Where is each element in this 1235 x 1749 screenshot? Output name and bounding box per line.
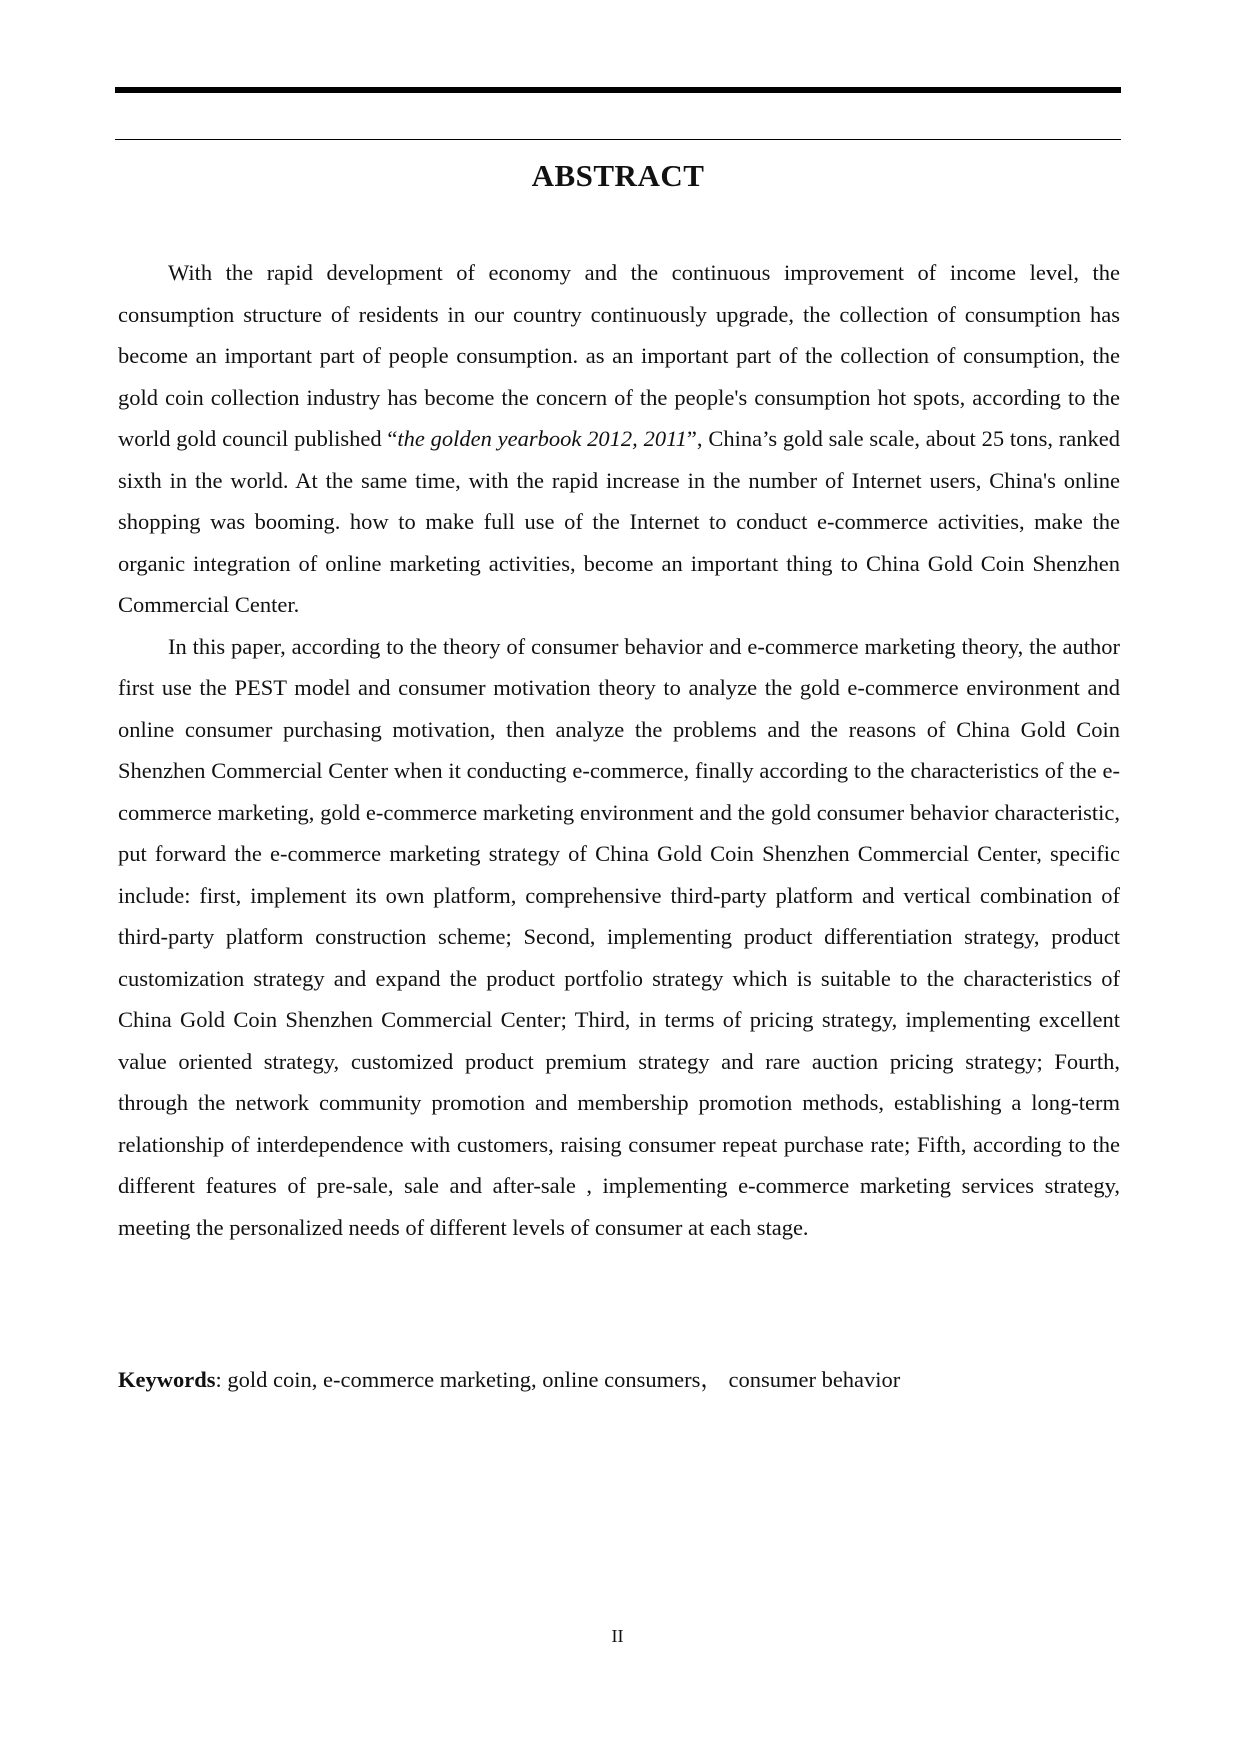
keywords-line — [118, 1364, 1120, 1396]
text-segment: With the rapid development of economy and the continuous improvement of income level, the consumption structure of residents in our country continuously upgrade, the collection of consumption has become an important part of people consumption. as an important part of the collection of consumption, the gold coin collection industry has become the concern of the people's consumption hot spots, according to the world gold council published “ — [118, 260, 1120, 451]
header-thick-rule — [115, 87, 1121, 93]
header-thin-rule — [115, 139, 1121, 140]
abstract-paragraph-2 — [118, 626, 1120, 1249]
text-segment: ”, China’s gold sale scale, about 25 tons, ranked sixth in the world. At the same time, with the rapid increase in the number of Internet users, China's online shopping was booming. how to make full use of the Internet to conduct e-commerce activities, make the organic integration of online marketing activities, become an important thing to China Gold Coin Shenzhen Commercial Center. — [118, 426, 1121, 617]
abstract-paragraph-1 — [118, 252, 1120, 626]
abstract-body — [118, 252, 1120, 1248]
keywords-label: Keywords — [118, 1367, 216, 1392]
keywords-text: : gold coin, e-commerce marketing, online consumers， consumer behavior — [215, 1367, 901, 1392]
page-title: ABSTRACT — [531, 158, 705, 193]
text-segment: In this paper, according to the theory of consumer behavior and e-commerce marketing theory, the author first use the PEST model and consumer motivation theory to analyze the gold e-commerce environment and online consumer purchasing motivation, then analyze the problems and the reasons of China Gold Coin Shenzhen Commercial Center when it conducting e-commerce, finally according to the characteristics of the e-commerce marketing, gold e-commerce marketing environment and the gold consumer behavior characteristic, put forward the e-commerce marketing strategy of China Gold Coin Shenzhen Commercial Center, specific include: first, implement its own platform, comprehensive third-party platform and vertical combination of third-party platform construction scheme; Second, implementing product differentiation strategy, product customization strategy and expand the product portfolio strategy which is suitable to the characteristics of China Gold Coin Shenzhen Commercial Center; Third, in terms of pricing strategy, implementing excellent value oriented strategy, customized product premium strategy and rare auction pricing strategy; Fourth, through the network community promotion and membership promotion methods, establishing a long-term relationship of interdependence with customers, raising consumer repeat purchase rate; Fifth, according to the different features of pre-sale, sale and after-sale , implementing e-commerce marketing services strategy, meeting the personalized needs of different levels of consumer at each stage. — [118, 633, 1120, 1240]
page-number: II — [611, 1626, 624, 1646]
italic-citation: the golden yearbook 2012, 2011 — [397, 426, 687, 451]
